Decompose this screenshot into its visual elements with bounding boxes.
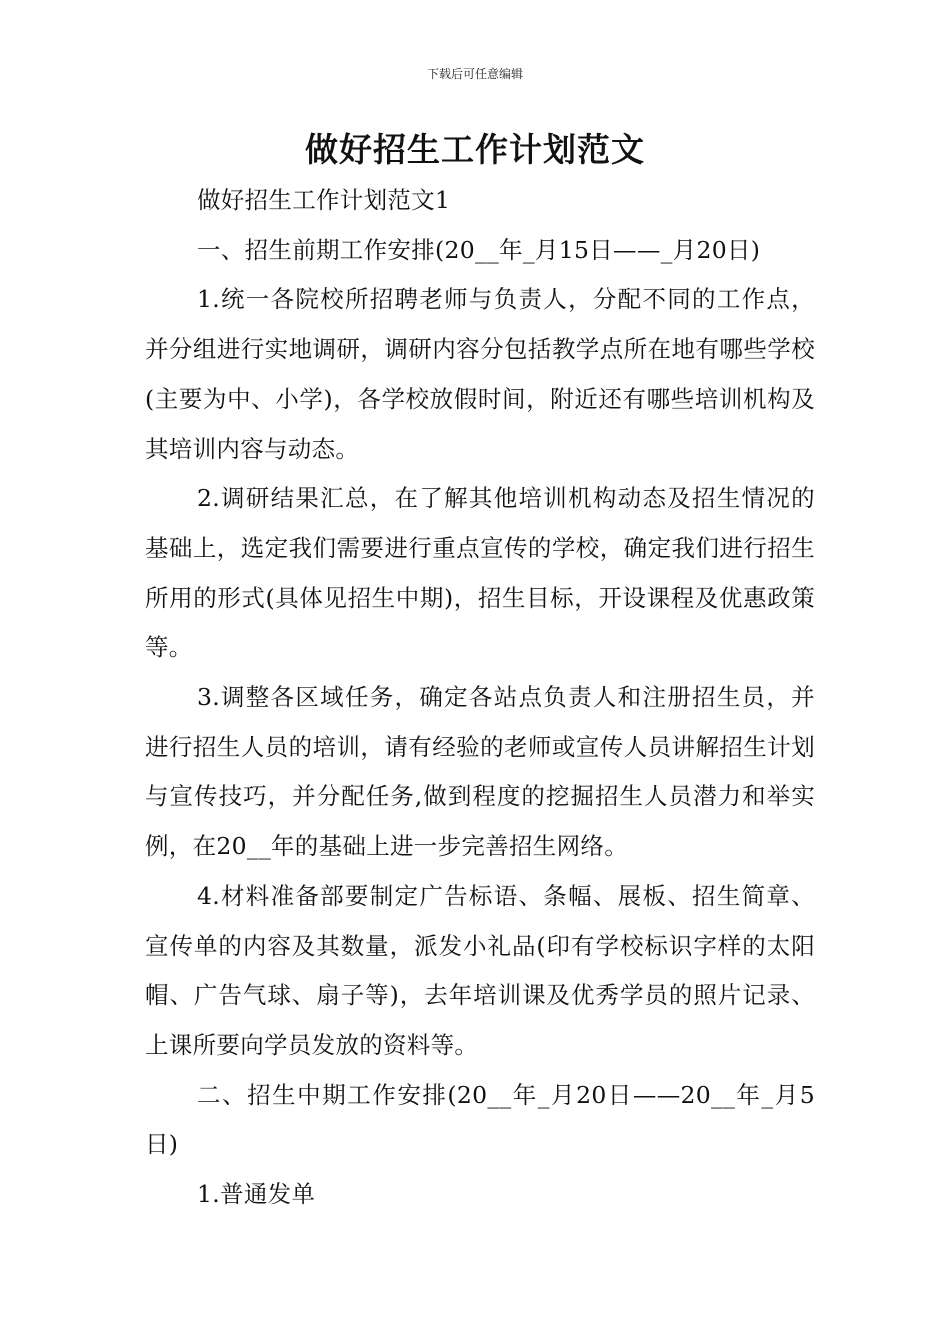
document-title: 做好招生工作计划范文 (305, 130, 645, 169)
document-body (145, 176, 815, 1220)
section-heading-early-stage: 一、招生前期工作安排(20__年_月15日——_月20日) (197, 235, 761, 264)
paragraph-item-1: 1.统一各院校所招聘老师与负责人，分配不同的工作点，并分组进行实地调研，调研内容分包括教学点所在地有哪些学校(主要为中、小学)，各学校放假时间，附近还有哪些培训机构及其培训内容与动态。 (145, 285, 815, 463)
paragraph-item-3: 3.调整各区域任务，确定各站点负责人和注册招生员，并进行招生人员的培训，请有经验的老师或宣传人员讲解招生计划与宣传技巧，并分配任务,做到程度的挖掘招生人员潜力和举实例，在20__年的基础上进一步完善招生网络。 (145, 683, 815, 861)
paragraph-item-4: 4.材料准备部要制定广告标语、条幅、展板、招生简章、宣传单的内容及其数量，派发小礼品(印有学校标识字样的太阳帽、广告气球、扇子等)，去年培训课及优秀学员的照片记录、上课所要向学员发放的资料等。 (145, 881, 815, 1059)
paragraph-item-2: 2.调研结果汇总，在了解其他培训机构动态及招生情况的基础上，选定我们需要进行重点宣传的学校，确定我们进行招生所用的形式(具体见招生中期)，招生目标，开设课程及优惠政策等。 (145, 484, 815, 662)
header-note: 下载后可任意编辑 (426, 67, 523, 81)
paragraph-item-5: 1.普通发单 (197, 1180, 316, 1209)
section-subtitle: 做好招生工作计划范文1 (197, 186, 451, 214)
section-heading-mid-stage: 二、招生中期工作安排(20__年_月20日——20__年_月5日) (145, 1080, 815, 1159)
